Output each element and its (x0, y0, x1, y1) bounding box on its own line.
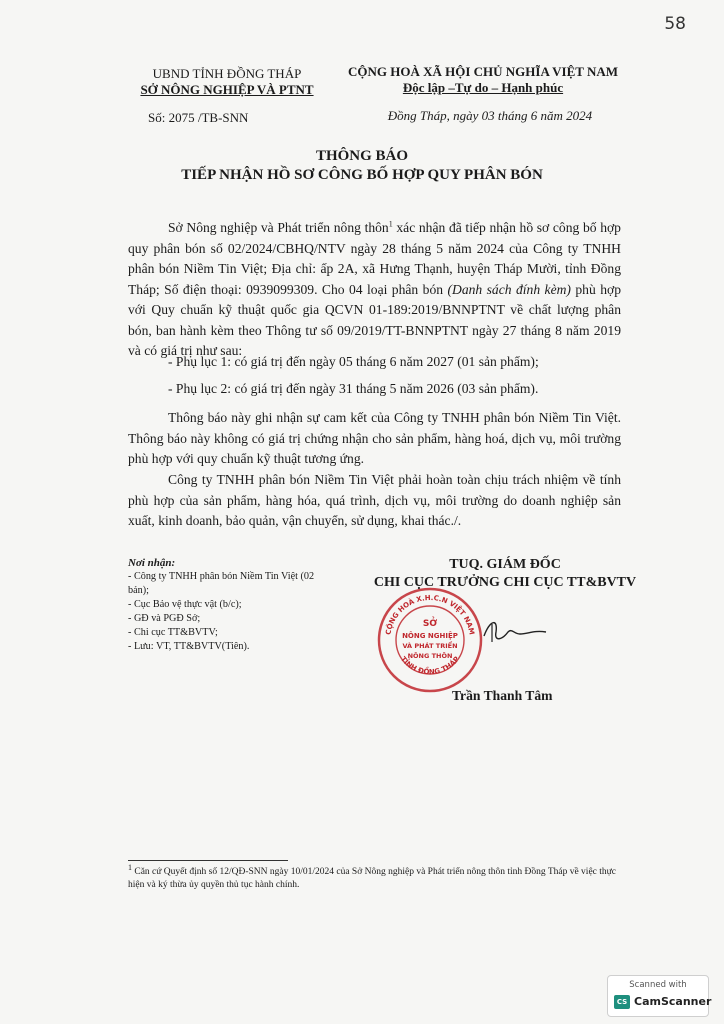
seal-center-1: SỞ (422, 619, 438, 629)
paragraph-3 (128, 470, 621, 532)
footnote-text: Căn cứ Quyết định số 12/QĐ-SNN ngày 10/01/2024 của Sở Nông nghiệp và Phát triển nông thôn tỉnh Đồng Tháp về việc thực hiện và ký thừa ủy quyền thủ tục hành chính. (128, 867, 617, 890)
document-title: TIẾP NHẬN HỒ SƠ CÔNG BỐ HỢP QUY PHÂN BÓN (181, 167, 543, 183)
signer-name: Trần Thanh Tâm (452, 688, 553, 703)
footnote-marker: 1 (128, 862, 132, 872)
seal-center-3: VÀ PHÁT TRIỂN (402, 642, 458, 650)
handwritten-signature (480, 612, 550, 652)
recipients-title: Nơi nhận: (128, 557, 176, 569)
signature-authority: TUQ. GIÁM ĐỐC (449, 557, 561, 572)
bullet-2 (128, 379, 621, 400)
signature-title: CHI CỤC TRƯỞNG CHI CỤC TT&BVTV (373, 575, 637, 590)
agency-header (118, 66, 336, 98)
page-number: 58 (664, 14, 686, 34)
scanner-caption: Scanned with (629, 980, 687, 990)
nation-line1: CỘNG HOÀ XÃ HỘI CHỦ NGHĨA VIỆT NAM (347, 64, 619, 79)
recipient-item: - Công ty TNHH phân bón Niềm Tin Việt (02 bản); (128, 571, 315, 596)
footnote-divider (128, 860, 288, 861)
agency-line1: UBND TỈNH ĐỒNG THÁP (152, 66, 302, 81)
footnote-ref: 1 (388, 219, 393, 229)
paragraph-2 (128, 408, 621, 470)
seal-center-4: NÔNG THÔN (407, 652, 453, 660)
recipient-item: - Lưu: VT, TT&BVTV(Tiên). (128, 641, 250, 652)
p1-part2: xác nhận đã tiếp nhận hồ sơ công bố hợp quy phân bón số 02/2024/CBHQ/NTV ngày 28 tháng 5 năm 2024 của Công ty TNHH phân bón Niềm Tin Việt; Địa chỉ: ấp 2A, xã Hưng Thạnh, huyện Tháp Mười, tỉnh Đồng Tháp; Số điện thoại: 0939099309. Cho 04 loại phân bón (128, 220, 621, 297)
recipient-item: - Chi cục TT&BVTV; (128, 627, 218, 638)
recipient-item: - GĐ và PGĐ Sở; (128, 613, 201, 624)
nation-header (338, 64, 628, 96)
camscanner-badge (607, 975, 712, 1017)
bullet-1 (128, 352, 621, 373)
document-date: Đồng Tháp, ngày 03 tháng 6 năm 2024 (387, 108, 593, 123)
footnote (128, 862, 628, 892)
nation-motto: Độc lập –Tự do – Hạnh phúc (402, 80, 564, 95)
p1-part1: Sở Nông nghiệp và Phát triển nông thôn (168, 220, 389, 235)
camscanner-icon: CS (614, 995, 630, 1009)
seal-bottom-text: TỈNH ĐỒNG THÁP (398, 655, 462, 677)
seal-center-2: NÔNG NGHIỆP (402, 632, 458, 640)
recipient-item: - Cục Bảo vệ thực vật (b/c); (128, 599, 242, 610)
paragraph-1 (128, 218, 621, 362)
paragraph-2-text: Thông báo này ghi nhận sự cam kết của Công ty TNHH phân bón Niềm Tin Việt. Thông báo này không có giá trị chứng nhận cho sản phẩm, hàng hoá, dịch vụ, môi trường phù hợp với quy chuẩn kỹ thuật tương ứng. (128, 410, 621, 466)
document-type: THÔNG BÁO (315, 148, 409, 164)
scanner-brand: CamScanner (634, 995, 712, 1008)
recipients-block (128, 556, 328, 654)
bullet-1-text: - Phụ lục 1: có giá trị đến ngày 05 tháng 6 năm 2027 (01 sản phẩm); (168, 354, 539, 369)
p1-italic: (Danh sách đính kèm) (447, 281, 571, 297)
seal-ring-text: CỘNG HOÀ X.H.C.N VIỆT NAM (384, 593, 476, 636)
official-seal (376, 586, 484, 694)
p1-part3: phù hợp với Quy chuẩn kỹ thuật quốc gia QCVN 01-189:2019/BNNPTNT về chất lượng phân bón, ban hành kèm theo Thông tư số 09/2019/TT-BNNPTNT ngày 27 tháng 8 năm 2019 và có giá trị như sau: (128, 281, 621, 358)
bullet-2-text: - Phụ lục 2: có giá trị đến ngày 31 tháng 5 năm 2026 (03 sản phẩm). (168, 381, 539, 396)
agency-line2: SỞ NÔNG NGHIỆP VÀ PTNT (140, 82, 314, 97)
paragraph-3-text: Công ty TNHH phân bón Niềm Tin Việt phải hoàn toàn chịu trách nhiệm về tính phù hợp của sản phẩm, hàng hóa, quá trình, dịch vụ, môi trường do doanh nghiệp sản xuất, kinh doanh, bảo quản, vận chuyển, sử dụng, khai thác./. (128, 472, 621, 528)
document-number: Số: 2075 /TB-SNN (148, 110, 249, 125)
